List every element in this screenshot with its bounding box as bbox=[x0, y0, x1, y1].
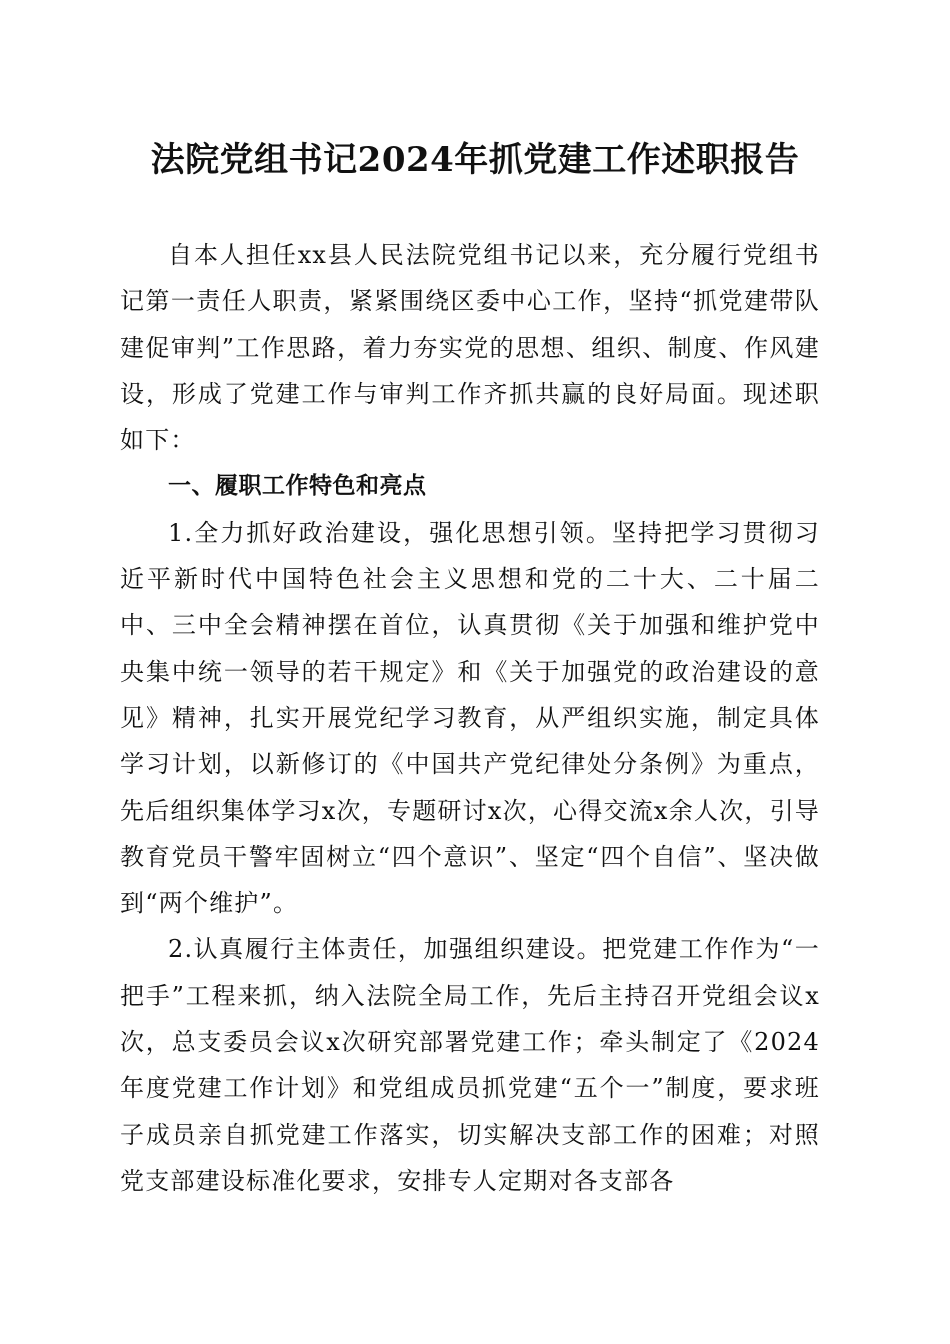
item-paragraph-1: 1.全力抓好政治建设，强化思想引领。坚持把学习贯彻习近平新时代中国特色社会主义思想和党的二十大、二十届二中、三中全会精神摆在首位，认真贯彻《关于加强和维护党中央集中统一领导的若干规定》和《关于加强党的政治建设的意见》精神，扎实开展党纪学习教育，从严组织实施，制定具体学习计划，以新修订的《中国共产党纪律处分条例》为重点，先后组织集体学习x次，专题研讨x次，心得交流x余人次，引导教育党员干警牢固树立“四个意识”、坚定“四个自信”、坚决做到“两个维护”。 bbox=[120, 518, 820, 918]
page-title: 法院党组书记2024年抓党建工作述职报告 bbox=[150, 140, 800, 180]
item-paragraph-2: 2.认真履行主体责任，加强组织建设。把党建工作作为“一把手”工程来抓，纳入法院全局工作，先后主持召开党组会议x次，总支委员会议x次研究部署党建工作；牵头制定了《2024年度党建工作计划》和党组成员抓党建“五个一”制度，要求班子成员亲自抓党建工作落实，切实解决支部工作的困难；对照党支部建设标准化要求，安排专人定期对各支部各 bbox=[120, 935, 820, 1195]
document-body bbox=[120, 232, 820, 1204]
intro-paragraph: 自本人担任xx县人民法院党组书记以来，充分履行党组书记第一责任人职责，紧紧围绕区委中心工作，坚持“抓党建带队建促审判”工作思路，着力夯实党的思想、组织、制度、作风建设，形成了党建工作与审判工作齐抓共赢的良好局面。现述职如下： bbox=[120, 241, 820, 455]
section-heading-1: 一、履职工作特色和亮点 bbox=[168, 473, 427, 500]
